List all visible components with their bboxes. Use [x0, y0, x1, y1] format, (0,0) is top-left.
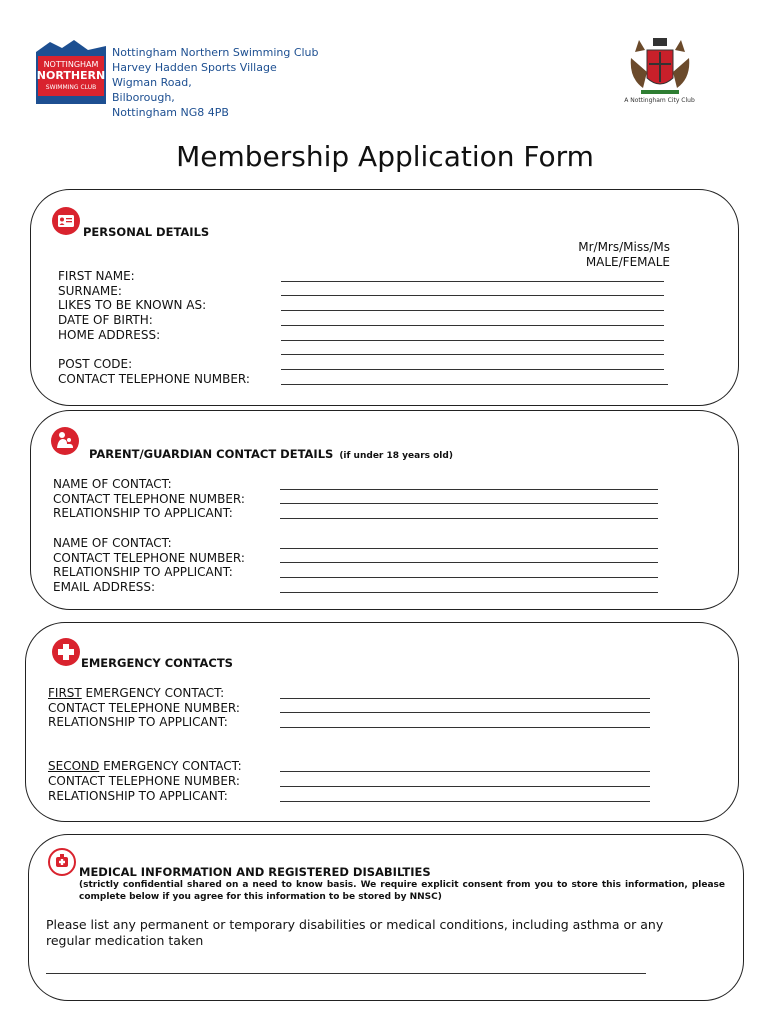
relationship-label: RELATIONSHIP TO APPLICANT:	[48, 715, 228, 730]
logo-text-2: NORTHERN	[36, 69, 106, 82]
contact-phone-field[interactable]	[280, 503, 658, 504]
address-line: Bilborough,	[112, 91, 175, 104]
crest-caption: A Nottingham City Club	[624, 97, 695, 104]
first-relationship-field[interactable]	[280, 727, 650, 728]
medical-heading: MEDICAL INFORMATION AND REGISTERED DISABILTIES	[79, 865, 431, 879]
id-card-icon	[51, 206, 81, 236]
first-emergency-label	[48, 686, 242, 701]
first-name-field[interactable]	[281, 281, 664, 282]
address-line: Nottingham Northern Swimming Club	[112, 46, 319, 59]
address-field-1[interactable]	[281, 340, 664, 341]
club-address	[112, 45, 319, 120]
medical-confidential-note: (strictly confidential shared on a need to know basis. We require explicit consent from you to store this information, please complete below if you agree for this information to be stored by NNSC)	[79, 880, 725, 902]
honorific-options	[578, 240, 670, 270]
home-address-label: HOME ADDRESS:	[58, 327, 161, 342]
medical-cross-icon	[51, 637, 81, 667]
contact-phone-label: CONTACT TELEPHONE NUMBER:	[53, 550, 245, 565]
first-label-rest: EMERGENCY CONTACT:	[81, 686, 225, 700]
contact-phone-label: CONTACT TELEPHONE NUMBER:	[53, 491, 245, 506]
first-emergency-field[interactable]	[280, 698, 650, 699]
emergency-field-labels	[48, 686, 242, 804]
dob-field[interactable]	[281, 325, 664, 326]
contact-name-label: NAME OF CONTACT:	[53, 477, 172, 491]
parent-child-icon	[50, 426, 80, 456]
relationship-label: RELATIONSHIP TO APPLICANT:	[53, 565, 233, 580]
post-code-field[interactable]	[281, 369, 664, 370]
medical-details-field[interactable]	[46, 973, 646, 974]
address-line: Nottingham NG8 4PB	[112, 106, 229, 119]
parent-field-labels	[53, 477, 245, 595]
surname-label: SURNAME:	[58, 283, 122, 298]
second-word: SECOND	[48, 759, 100, 774]
contact-phone-label: CONTACT TELEPHONE NUMBER:	[48, 700, 240, 715]
relationship-field[interactable]	[280, 518, 658, 519]
logo-text-1: NOTTINGHAM	[43, 60, 99, 69]
second-emergency-label	[48, 759, 242, 774]
second-emergency-field[interactable]	[280, 771, 650, 772]
address-line: Wigman Road,	[112, 76, 192, 89]
relationship-field[interactable]	[280, 577, 658, 578]
contact-phone-field[interactable]	[281, 384, 668, 385]
address-line: Harvey Hadden Sports Village	[112, 61, 277, 74]
under-18-note: (if under 18 years old)	[339, 451, 453, 461]
club-logo	[36, 38, 106, 104]
logo-text-3: SWIMMING CLUB	[45, 84, 97, 91]
contact-name-label: NAME OF CONTACT:	[53, 535, 172, 550]
email-field[interactable]	[280, 592, 658, 593]
known-as-label: LIKES TO BE KNOWN AS:	[58, 298, 207, 313]
title-options: Mr/Mrs/Miss/Ms	[578, 240, 670, 254]
contact-name-field[interactable]	[280, 548, 658, 549]
surname-field[interactable]	[281, 295, 664, 296]
first-phone-field[interactable]	[280, 712, 650, 713]
medical-prompt: Please list any permanent or temporary disabilities or medical conditions, including asthma or any regular medication taken	[46, 917, 664, 948]
second-label-rest: EMERGENCY CONTACT:	[99, 759, 242, 774]
emergency-contacts-section	[25, 622, 739, 822]
post-code-label: POST CODE:	[58, 357, 133, 372]
parent-guardian-heading	[89, 447, 453, 461]
address-field-2[interactable]	[281, 354, 664, 355]
dob-label: DATE OF BIRTH:	[58, 313, 153, 328]
medical-icon	[47, 847, 77, 877]
relationship-label: RELATIONSHIP TO APPLICANT:	[48, 788, 228, 803]
email-label: EMAIL ADDRESS:	[53, 579, 156, 594]
contact-phone-label: CONTACT TELEPHONE NUMBER:	[48, 774, 240, 789]
parent-guardian-section	[30, 410, 739, 610]
emergency-contacts-heading: EMERGENCY CONTACTS	[81, 656, 233, 670]
contact-phone-label: CONTACT TELEPHONE NUMBER:	[58, 371, 250, 386]
second-phone-field[interactable]	[280, 786, 650, 787]
page-title: Membership Application Form	[176, 140, 594, 173]
known-as-field[interactable]	[281, 310, 664, 311]
contact-phone-field[interactable]	[280, 562, 658, 563]
parent-guardian-title: PARENT/GUARDIAN CONTACT DETAILS	[89, 447, 334, 461]
personal-details-heading: PERSONAL DETAILS	[83, 225, 210, 239]
relationship-label: RELATIONSHIP TO APPLICANT:	[53, 506, 233, 521]
personal-field-labels	[58, 269, 250, 387]
contact-name-field[interactable]	[280, 489, 658, 490]
first-name-label: FIRST NAME:	[58, 269, 135, 283]
gender-options: MALE/FEMALE	[585, 255, 670, 269]
medical-section	[28, 834, 744, 1001]
second-relationship-field[interactable]	[280, 801, 650, 802]
first-word: FIRST	[48, 686, 82, 700]
personal-details-section	[30, 189, 739, 406]
